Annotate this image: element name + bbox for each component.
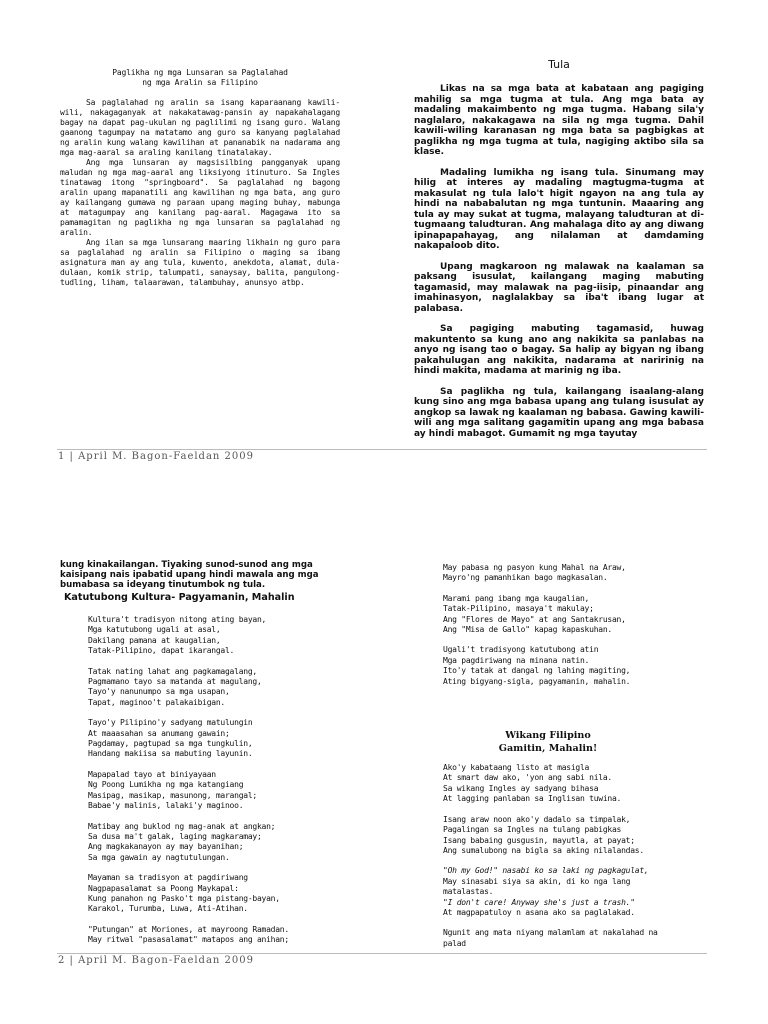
poem-line-italic: "Oh my God!" nasabi ko sa laki ng pagkagulat, [443, 866, 649, 876]
poem-stanza: Ugali't tradisyong katutubong atin Mga pagdiriwang na minana natin. Ito'y tatak at dangal ng lahing magiting, Ating bigyang-sigla, pagyamanin, mahalin. [443, 645, 631, 686]
page1-left-title-line1: Paglikha ng mga Lunsaran sa Paglalahad [112, 68, 288, 77]
poem-stanza: Matibay ang buklod ng mag-anak at angkan; Sa dusa ma't galak, laging magkaramay; Ang magkakanayon ay may bayanihan; Sa mga gawain ay nagtutulungan. [88, 821, 276, 862]
page2-right-column [443, 563, 713, 949]
poem-stanza: Tatak nating lahat ang pagkamagalang, Pagmamano tayo sa matanda at magulang, Tayo'y nanunumpo sa mga usapan, Tapat, maginoo't palakaibigan. [88, 666, 262, 707]
page1-footer-rule [57, 449, 707, 450]
page1-right-paragraph-4: Sa pagiging mabuting tagamasid, huwag makuntento sa kung ano ang nakikita sa panlabas na anyo ng isang tao o bagay. Sa halip ay bigyan ng ibang pakahulugan ang nakikita, nadarama at naririnig na hindi makita, madama at marinig ng iba. [414, 324, 704, 376]
poem2-title [443, 729, 653, 755]
page2-left-column [60, 560, 350, 946]
page1-left-paragraph-2: Ang mga lunsaran ay magsisilbing pangganyak upang maludan ng mga mag-aaral ang liksiyong itinuturo. Sa Ingles tinatawag itong "springboard". Sa paglalahad ng bagong aralin upang mapanatili ang kawilihan ng mga bata, ang guro ay kailangang gumawa ng paraan upang maging buhay, mabunga at matagumpay ang kanilang pag-aaral. Magagawa ito sa pamamagitan ng paglikha ng mga lunsaran sa paglalahad ng aralin. [60, 158, 340, 237]
page1-footer: 1 | April M. Bagon-Faeldan 2009 [58, 451, 254, 462]
poem-stanza: Isang araw noon ako'y dadalo sa timpalak, Pagalingan sa Ingles na tulang pabigkas Isang babaing gusgusin, mayutla, at payat; Ang sumalubong na bigla sa aking nilalandas. [443, 814, 644, 855]
poem-stanza: Ngunit ang mata niyang malamlam at nakalahad na palad [443, 928, 658, 948]
poem2-title-line2: Gamitin, Mahalin! [498, 743, 598, 755]
page1-left-paragraph-1: Sa paglalahad ng aralin sa isang kaparaanang kawili-wili, nakagaganyak at nakakatawag-pansin ay napakahalagang bagay na dapat pag-ukulan ng paglilimi ng isang guro. Walang gaanong tagumpay na matatamo ang guro sa kanyang paglalahad ng aralin kung walang kawilihan at pananabik na nadarama ang mga mag-aaral sa araling kanilang tinatalakay. [60, 98, 340, 157]
page2-footer-rule [57, 953, 707, 954]
page2-poem-body [60, 615, 350, 946]
poem-stanza: Kultura't tradisyon nitong ating bayan, Mga katutubong ugali at asal, Dakilang pamana at kaugalian, Tatak-Pilipino, dapat ikarangal. [88, 615, 267, 656]
page1-right-paragraph-3: Upang magkaroon ng malawak na kaalaman sa paksang isusulat, kailangang maging mabuting tagamasid, may malawak na pag-iisip, pinaandar ang imahinasyon, naglalakbay sa iba't ibang lugar at palabasa. [414, 261, 704, 314]
poem-line-italic: "I don't care! Anyway she's just a trash." [443, 897, 635, 907]
poem-stanza: Ako'y kabataang listo at masigla At smart daw ako, 'yon ang sabi nila. Sa wikang Ingles ay sadyang bihasa At lagging panlaban sa Inglisan tuwina. [443, 763, 622, 804]
page2-poem-title: Katutubong Kultura- Pagyamanin, Mahalin [64, 592, 295, 603]
page2-footer: 2 | April M. Bagon-Faeldan 2009 [58, 955, 254, 966]
poem-stanza: Mapapalad tayo at biniyayaan Ng Poong Lumikha ng mga katangiang Masipag, masikap, masunong, marangal; Babae'y malinis, lalaki'y maginoo. [88, 769, 257, 811]
poem-stanza: Tayo'y Pilipino'y sadyang matulungin At maaasahan sa anumang gawain; Pagdamay, pagtupad sa mga tungkulin, Handang makiisa sa mabuting layunin. [88, 718, 253, 759]
poem2-body [443, 763, 713, 949]
page1-left-paragraph-3: Ang ilan sa mga lunsarang maaring likhain ng guro para sa paglalahad ng aralin sa Filipino o maging sa ibang asignatura man ay ang tula, kuwento, anekdota, alamat, dula-dulaan, komik strip, talumpati, sanaysay, balita, pangulong-tudling, liham, talaarawan, talambuhay, anunsyo atbp. [60, 238, 340, 287]
page2-continued-paragraph: kung kinakailangan. Tiyaking sunod-sunod ang mga kaisipang nais ipabatid upang hindi mawala ang mga bumabasa sa ideyang tinutumbok ng tula. [60, 560, 319, 590]
page1-right-title: Tula [548, 58, 570, 71]
poem2-title-line1: Wikang Filipino [505, 730, 591, 742]
page1-right-paragraph-1: Likas na sa mga bata at kabataan ang pagiging mahilig sa mga tugma at tula. Ang mga bata ay madaling makaimbento ng mga tugma. Habang sila'y naglalaro, nakakagawa na sila ng mga tugma. Dahil kawili-wiling karanasan ng mga bata sa pagbigkas at paglikha ng mga tugma at tula, nagiging aktibo sila sa klase. [414, 84, 704, 157]
page1-left-title-line2: ng mga Aralin sa Filipino [142, 78, 258, 87]
poem-stanza: May pabasa ng pasyon kung Mahal na Araw, Mayro'ng pamanhikan bago magkasalan. [443, 563, 626, 583]
poem-stanza: Mayaman sa tradisyon at pagdiriwang Nagpapasalamat sa Poong Maykapal: Kung panahon ng Pasko't mga pistang-bayan, Karakol, Turumba, Luwa, Ati-Atihan. [88, 873, 280, 914]
page1-right-paragraph-2: Madaling lumikha ng isang tula. Sinumang may hilig at interes ay madaling magtugma-tugma at makasulat ng tula lalo't higit ngayon na ang tula ay hindi na nababalutan ng mga tuntunin. Maaaring ang tula ay may sukat at tugma, malayang taludturan at di-tugmaang taludturan. Ang mahalaga dito ay ang diwang ipinapapahayag, ang nilalaman at damdaming nakapaloob dito. [414, 167, 704, 251]
poem-stanza [443, 866, 713, 918]
poem-stanza: "Putungan" at Moriones, at mayroong Ramadan. May ritwal "pasasalamat" matapos ang anihan; [88, 924, 289, 945]
page1-left-column [60, 68, 340, 288]
poem-line: May sinasabi siya sa akin, di ko nga lang matalastas. [443, 876, 631, 897]
page1-right-column [414, 58, 704, 439]
page1-right-paragraph-5: Sa paglikha ng tula, kailangang isaalang-alang kung sino ang mga babasa upang ang tulang isusulat ay angkop sa lawak ng kaalaman ng babasa. Gawing kawili-wili ang mga salitang gagamitin upang ang mga babasa ay hindi mabagot. Gumamit ng mga tayutay [414, 386, 704, 439]
poem-line: At magpapatuloy n asana ako sa paglalakad. [443, 907, 635, 917]
poem-stanza: Marami pang ibang mga kaugalian, Tatak-Pilipino, masaya't makulay; Ang "Flores de Mayo" at ang Santakrusan, Ang "Misa de Gallo" kapag kapaskuhan. [443, 593, 626, 635]
